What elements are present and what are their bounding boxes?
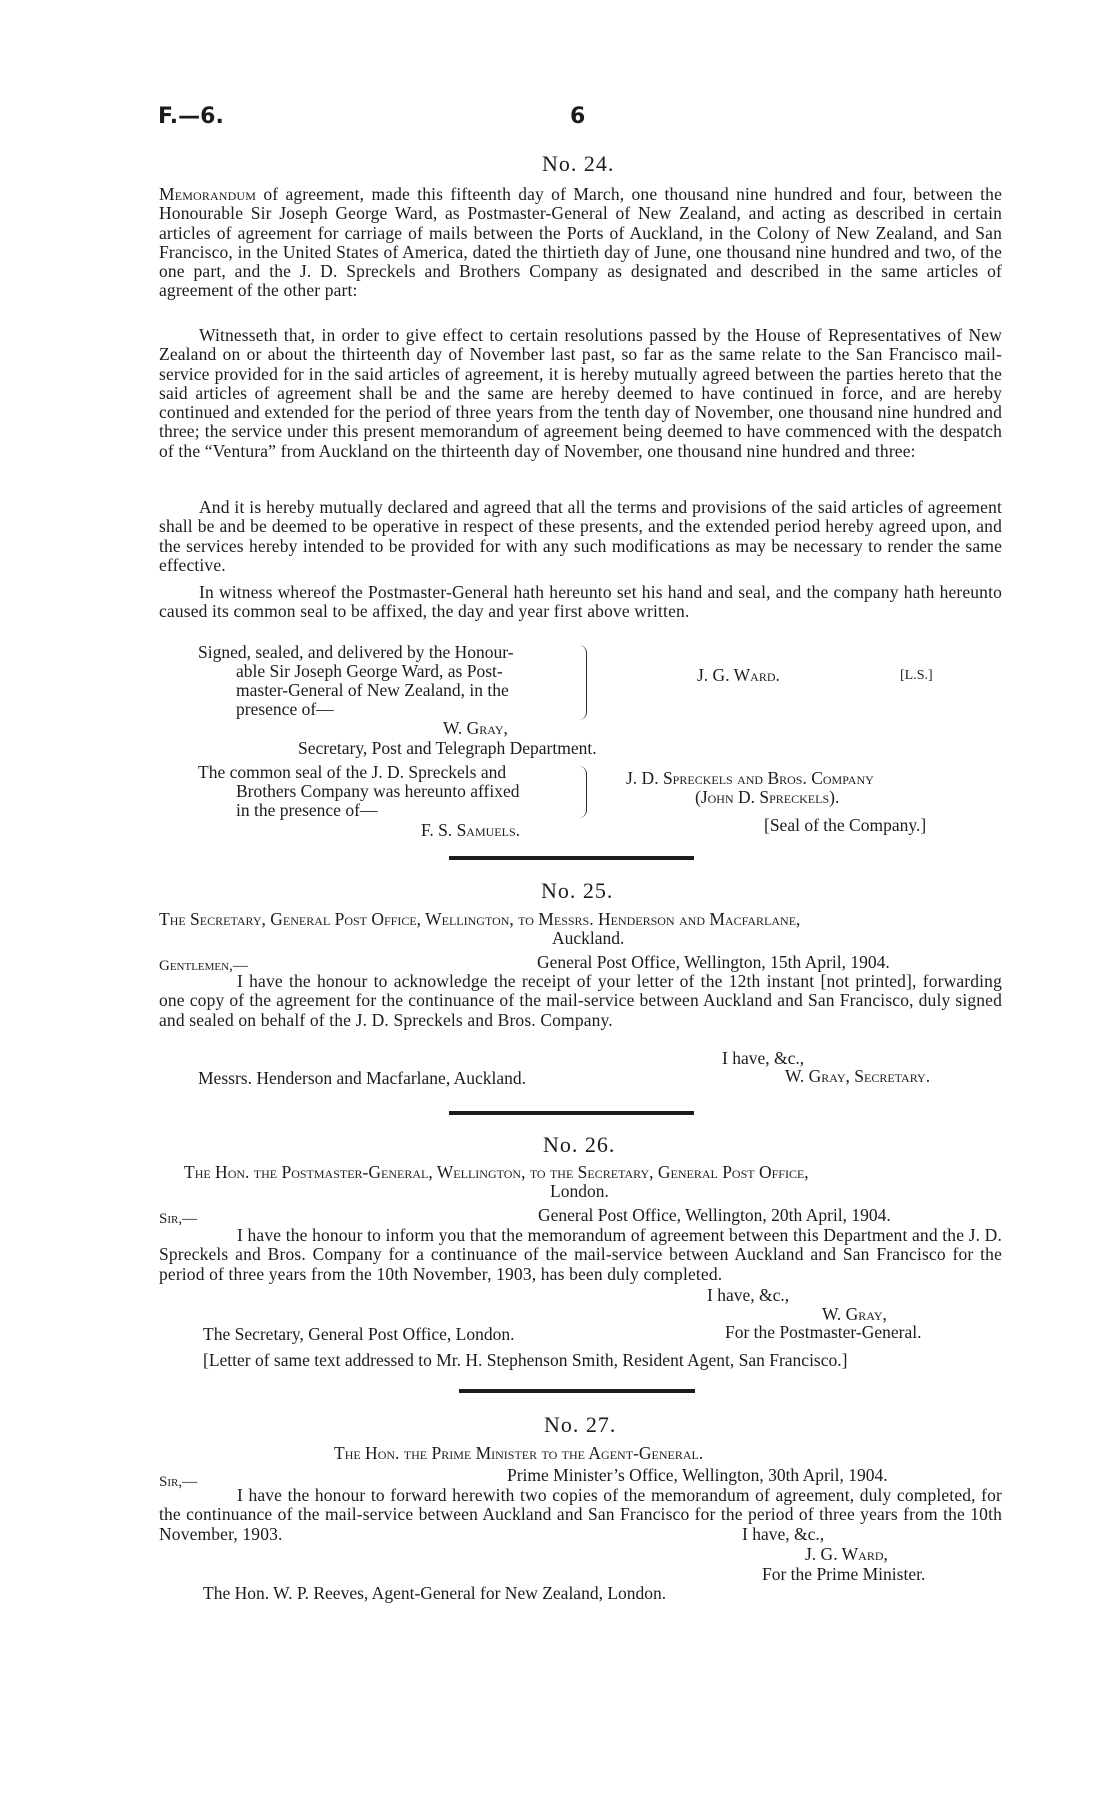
letter-25-closing: I have, &c.,: [722, 1048, 805, 1068]
gray-title: Secretary, Post and Telegraph Department.: [298, 738, 597, 758]
company-person: (John D. Spreckels).: [695, 787, 840, 807]
letter-25-body: I have the honour to acknowledge the receipt of your letter of the 12th instant [not printed], forwarding one copy of the agreement for the continuance of the mail-service between Auckland and San Francisco, duly signed and sealed on behalf of the J. D. Spreckels and Bros. Company.: [159, 971, 1002, 1030]
letter-27-closing: I have, &c.,: [742, 1524, 825, 1544]
samuels-name: F. S. Samuels.: [421, 820, 521, 840]
letter-25-address-1: The Secretary, General Post Office, Wellington, to Messrs. Henderson and Macfarlane,: [159, 909, 801, 929]
section-heading-26: No. 26.: [543, 1132, 616, 1157]
declared-paragraph: And it is hereby mutually declared and agreed that all the terms and provisions of the said articles of agreement shall be and be deemed to be operative in respect of these presents, and the extended period hereby agreed upon, and the services hereby intended to be provided for with any such modifications as may be necessary to render the same effective.: [159, 497, 1002, 575]
letter-25-address-2: Auckland.: [552, 928, 625, 948]
signed-line-4: presence of—: [236, 699, 334, 719]
section-divider-2: [449, 1111, 694, 1115]
ward-signature: J. G. Ward.: [697, 665, 780, 685]
letter-26-salutation: Sir,—: [159, 1211, 198, 1227]
seal-brace: [578, 766, 587, 818]
letter-26-recipient: The Secretary, General Post Office, London.: [203, 1324, 515, 1344]
seal-line-3: in the presence of—: [236, 800, 378, 820]
letter-25-recipient: Messrs. Henderson and Macfarlane, Auckland.: [198, 1068, 527, 1088]
letter-25-signature: W. Gray, Secretary.: [785, 1066, 931, 1086]
company-name: J. D. Spreckels and Bros. Company: [626, 768, 874, 788]
letter-26-body: I have the honour to inform you that the memorandum of agreement between this Department and the J. D. Spreckels and Bros. Company for a continuance of the mail-service between Auckland and San Francisco for the period of three years from the 10th November, 1903, has been duly completed.: [159, 1225, 1002, 1284]
gray-name: W. Gray,: [443, 718, 508, 738]
memorandum-text: of agreement, made this fifteenth day of March, one thousand nine hundred and four, between the Honourable Sir Joseph George Ward, as Postmaster-General of New Zealand, and acting as described in certain articles of agreement for carriage of mails between the Ports of Auckland, in the Colony of New Zealand, and San Francisco, in the United States of America, dated the thirtieth day of June, one thousand nine hundred and two, of the one part, and the J. D. Spreckels and Brothers Company as designated and described in the same articles of agreement of the other part:: [159, 184, 1002, 301]
letter-26-address-2: London.: [550, 1181, 609, 1201]
section-divider-1: [449, 856, 694, 860]
seal-line-2: Brothers Company was hereunto affixed: [236, 781, 520, 801]
letter-26-note: [Letter of same text addressed to Mr. H. Stephenson Smith, Resident Agent, San Francisco.]: [203, 1350, 848, 1370]
memorandum-word: Memorandum: [159, 184, 257, 204]
witness-paragraph: In witness whereof the Postmaster-General hath hereunto set his hand and seal, and the company hath hereunto caused its common seal to be affixed, the day and year first above written.: [159, 582, 1002, 622]
signed-line-1: Signed, sealed, and delivered by the Honour-: [198, 642, 514, 662]
witnesseth-paragraph: Witnesseth that, in order to give effect to certain resolutions passed by the House of Representatives of New Zealand on or about the thirteenth day of November last past, so far as the same relate to the San Francisco mail-service provided for in the said articles of agreement, it is hereby mutually agreed between the parties hereto that the said articles of agreement shall be and the same are hereby deemed to have continued in force, and are hereby continued and extended for the period of three years from the tenth day of November, one thousand nine hundred and three; the service under this present memorandum of agreement being deemed to have commenced with the despatch of the “Ventura” from Auckland on the thirteenth day of November, one thousand nine hundred and three:: [159, 325, 1002, 461]
section-heading-24: No. 24.: [542, 151, 615, 176]
signed-line-2: able Sir Joseph George Ward, as Post-: [236, 661, 503, 681]
page-number: 6: [570, 104, 586, 129]
letter-27-recipient: The Hon. W. P. Reeves, Agent-General for New Zealand, London.: [203, 1583, 667, 1603]
letter-27-body: I have the honour to forward herewith two copies of the memorandum of agreement, duly completed, for the continuance of the mail-service between Auckland and San Francisco for the period of three years from the 10th November, 1903.: [159, 1485, 1002, 1544]
seal-of-company: [Seal of the Company.]: [764, 815, 927, 835]
section-divider-3: [459, 1389, 695, 1393]
letter-27-date: Prime Minister’s Office, Wellington, 30th April, 1904.: [507, 1465, 888, 1485]
letter-27-signature-role: For the Prime Minister.: [762, 1564, 926, 1584]
letter-27-signature-name: J. G. Ward,: [805, 1544, 888, 1564]
letter-27-address: The Hon. the Prime Minister to the Agent-General.: [334, 1443, 704, 1463]
document-reference: F.—6.: [158, 104, 224, 129]
section-heading-25: No. 25.: [541, 878, 614, 903]
letter-25-salutation: Gentlemen,—: [159, 958, 248, 974]
letter-26-closing: I have, &c.,: [707, 1285, 790, 1305]
letter-27-salutation: Sir,—: [159, 1474, 198, 1490]
letter-26-date: General Post Office, Wellington, 20th April, 1904.: [538, 1205, 891, 1225]
seal-line-1: The common seal of the J. D. Spreckels and: [198, 762, 507, 782]
signed-line-3: master-General of New Zealand, in the: [236, 680, 509, 700]
letter-26-address-1: The Hon. the Postmaster-General, Wellington, to the Secretary, General Post Office,: [184, 1162, 809, 1182]
signed-brace: [578, 645, 587, 720]
section-heading-27: No. 27.: [544, 1412, 617, 1437]
memorandum-paragraph: [159, 185, 1002, 301]
letter-25-date: General Post Office, Wellington, 15th April, 1904.: [537, 952, 890, 972]
ls-mark: [L.S.]: [900, 668, 933, 683]
letter-26-signature-role: For the Postmaster-General.: [725, 1322, 922, 1342]
letter-26-signature-name: W. Gray,: [822, 1304, 887, 1324]
